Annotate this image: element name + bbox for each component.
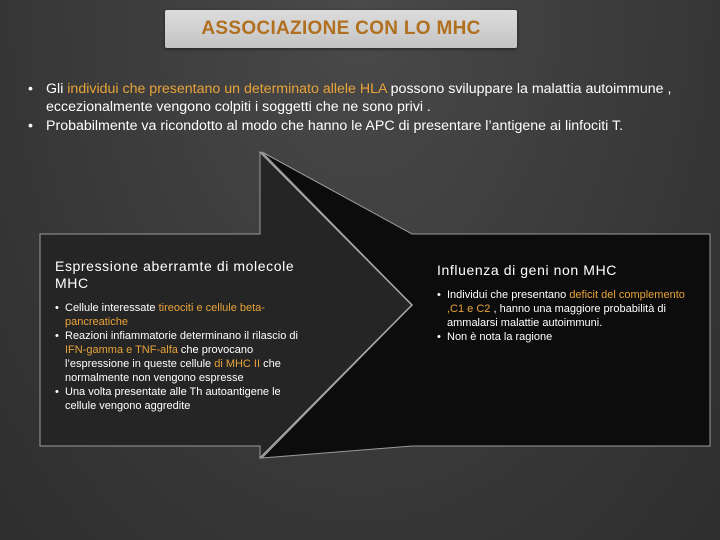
right-box-bullet (437, 330, 699, 344)
bullet-text-highlight: individui che presentano un determinato allele HLA (67, 81, 387, 97)
bullet-text-plain: Individui che presentano (447, 289, 570, 301)
right-box-bullet (437, 288, 699, 330)
left-box (55, 258, 310, 413)
bullet-text-plain: Una volta presentate alle Th autoantigene le cellule vengono aggredite (65, 386, 281, 412)
right-box (437, 262, 699, 344)
bullet-text-plain: Cellule interessate (65, 302, 159, 314)
left-box-bullet (55, 301, 310, 329)
bullet-text-plain: Gli (46, 81, 68, 97)
bullet-marker: • (437, 331, 441, 343)
bullet-marker: • (437, 289, 441, 301)
slide-title: ASSOCIAZIONE CON LO MHC (201, 18, 481, 39)
bullet-marker: • (28, 118, 33, 134)
bullet-marker: • (28, 81, 33, 97)
bullet-text-highlight: deficit del complemento ,C1 e C2 (447, 289, 685, 315)
left-box-bullet-list (55, 301, 310, 413)
left-box-bullet (55, 329, 310, 385)
bullet-text-plain: possono sviluppare la malattia autoimmune , eccezionalmente vengono colpiti i soggetti che ne sono privi . (46, 81, 672, 115)
bullet-marker: • (55, 386, 59, 398)
left-box-bullet (55, 385, 310, 413)
right-box-bullet-list (437, 288, 699, 344)
left-box-title: Espressione aberramte di molecole MHC (55, 258, 295, 291)
right-box-title: Influenza di geni non MHC (437, 262, 617, 278)
bullet-text-plain: Probabilmente va ricondotto al modo che hanno le APC di presentare l’antigene ai linfociti T. (46, 118, 624, 134)
bullet-text-plain: Reazioni infiammatorie determinano il rilascio di (65, 330, 298, 342)
bullet-text-highlight: di MHC II (214, 358, 261, 370)
bullet-text-plain: che normalmente non vengono espresse (65, 358, 281, 384)
bullet-marker: • (55, 302, 59, 314)
bullet-text-plain: che provocano l’espressione in queste cellule (65, 344, 254, 370)
bullet-text-highlight: tireociti e cellule beta-pancreatiche (65, 302, 265, 328)
bullet-text-plain: Non è nota la ragione (447, 331, 553, 343)
bullet-text-plain: , hanno una maggiore probabilità di ammalarsi malattie autoimmuni. (447, 303, 666, 329)
bullet-text-highlight: IFN-gamma e TNF-alfa (65, 344, 178, 356)
bullet-marker: • (55, 330, 59, 342)
